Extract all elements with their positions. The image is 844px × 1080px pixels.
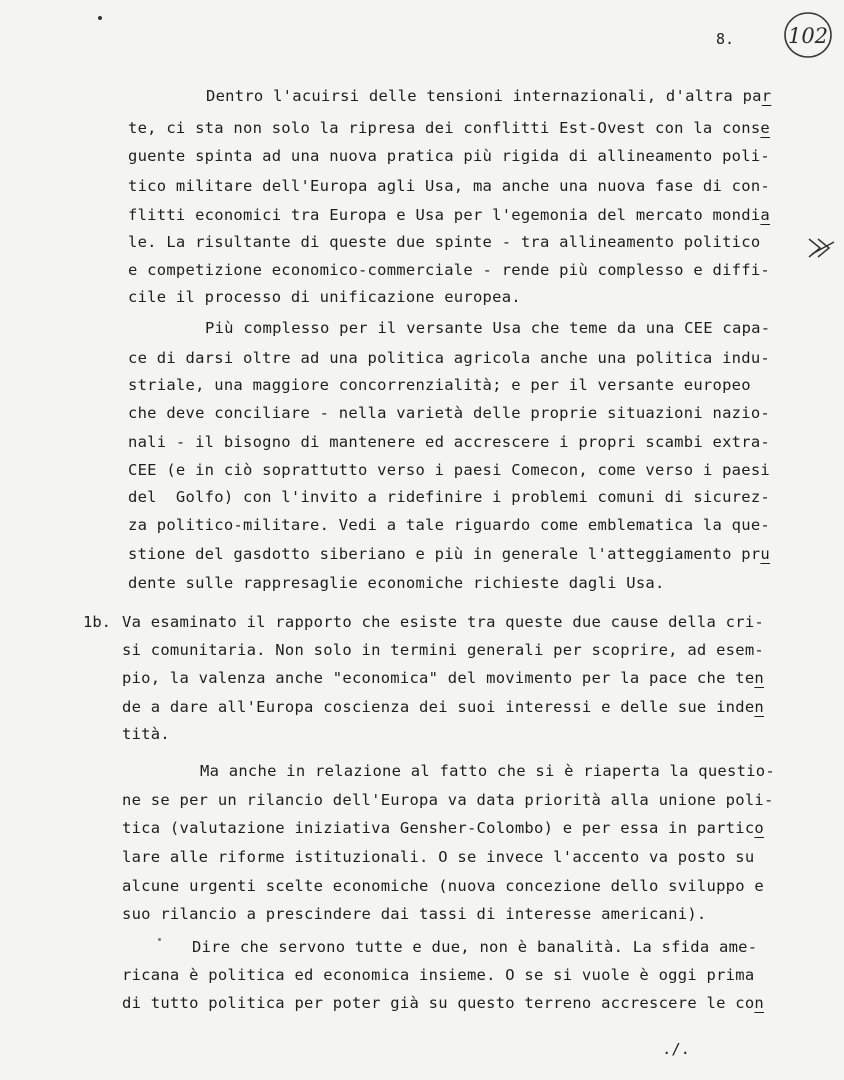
text-line bbox=[122, 697, 764, 717]
text-line-content: pio, la valenza anche "economica" del movimento per la pace che te bbox=[122, 669, 755, 687]
underlined-char: n bbox=[754, 698, 764, 716]
text-line bbox=[128, 348, 770, 368]
text-line bbox=[128, 375, 751, 395]
text-line bbox=[122, 612, 764, 632]
text-line bbox=[128, 573, 665, 593]
text-line-content: tità. bbox=[122, 725, 170, 743]
text-line-content: lare alle riforme istituzionali. O se invece l'accento va posto su bbox=[122, 848, 755, 866]
text-line bbox=[128, 515, 770, 535]
text-line bbox=[122, 847, 754, 867]
underlined-char: u bbox=[760, 545, 770, 563]
text-line-content: guente spinta ad una nuova pratica più rigida di allineamento poli- bbox=[128, 147, 770, 165]
text-line bbox=[128, 260, 770, 280]
text-line bbox=[128, 287, 521, 307]
text-line-content: ne se per un rilancio dell'Europa va data priorità alla unione poli- bbox=[122, 791, 774, 809]
text-line-content: striale, una maggiore concorrenzialità; e per il versante europeo bbox=[128, 376, 751, 394]
text-line-content: Dentro l'acuirsi delle tensioni internazionali, d'altra pa bbox=[206, 87, 762, 105]
underlined-char: a bbox=[760, 206, 770, 224]
text-line-content: le. La risultante di queste due spinte - tra allineamento politico bbox=[128, 233, 761, 251]
text-line bbox=[122, 993, 764, 1013]
text-line-content: ricana è politica ed economica insieme. O se si vuole è oggi prima bbox=[122, 966, 755, 984]
text-line-content: di tutto politica per poter già su questo terreno accrescere le co bbox=[122, 994, 755, 1012]
text-line-content: nali - il bisogno di mantenere ed accrescere i propri scambi extra- bbox=[128, 433, 770, 451]
text-line-content: de a dare all'Europa coscienza dei suoi interessi e delle sue inde bbox=[122, 698, 755, 716]
underlined-char: n bbox=[754, 669, 764, 687]
text-line bbox=[206, 86, 771, 106]
text-line-content: ce di darsi oltre ad una politica agricola anche una politica indu- bbox=[128, 349, 770, 367]
text-line bbox=[128, 205, 770, 225]
text-line bbox=[122, 818, 764, 838]
text-line bbox=[122, 904, 707, 924]
underlined-char: o bbox=[754, 819, 764, 837]
text-line-content: tica (valutazione iniziativa Gensher-Colombo) e per essa in partic bbox=[122, 819, 755, 837]
text-line-content: del Golfo) con l'invito a ridefinire i problemi comuni di sicurez- bbox=[128, 488, 770, 506]
text-line bbox=[122, 640, 764, 660]
margin-arrow-mark-icon bbox=[806, 236, 838, 262]
text-line-content: cile il processo di unificazione europea. bbox=[128, 288, 521, 306]
text-line bbox=[192, 937, 757, 957]
underlined-char: n bbox=[754, 994, 764, 1012]
text-line bbox=[128, 403, 770, 423]
text-line bbox=[122, 668, 764, 688]
text-line-content: e competizione economico-commerciale - rende più complesso e diffi- bbox=[128, 261, 770, 279]
text-line bbox=[128, 432, 770, 452]
text-line bbox=[122, 965, 754, 985]
svg-text:102: 102 bbox=[787, 24, 829, 48]
text-line-content: si comunitaria. Non solo in termini generali per scoprire, ad esem- bbox=[122, 641, 764, 659]
text-line-content: flitti economici tra Europa e Usa per l'egemonia del mercato mondi bbox=[128, 206, 761, 224]
continuation-mark: ./. bbox=[662, 1040, 690, 1058]
text-line-content: alcune urgenti scelte economiche (nuova concezione dello sviluppo e bbox=[122, 877, 764, 895]
text-line bbox=[128, 118, 770, 138]
text-line bbox=[128, 146, 770, 166]
text-line-content: stione del gasdotto siberiano e più in generale l'atteggiamento pr bbox=[128, 545, 761, 563]
text-line bbox=[128, 544, 770, 564]
text-line-content: Va esaminato il rapporto che esiste tra queste due cause della cri- bbox=[122, 613, 764, 631]
text-line-content: te, ci sta non solo la ripresa dei conflitti Est-Ovest con la cons bbox=[128, 119, 761, 137]
text-line-content: za politico-militare. Vedi a tale riguardo come emblematica la que- bbox=[128, 516, 770, 534]
ink-speck bbox=[98, 16, 102, 20]
text-line bbox=[200, 761, 775, 781]
text-line-content: che deve conciliare - nella varietà delle proprie situazioni nazio- bbox=[128, 404, 770, 422]
text-line-content: Ma anche in relazione al fatto che si è riaperta la questio- bbox=[200, 762, 775, 780]
section-label-1b: 1b. bbox=[83, 613, 111, 631]
text-line bbox=[205, 318, 770, 338]
text-line bbox=[122, 724, 170, 744]
text-line bbox=[128, 232, 760, 252]
text-line bbox=[128, 487, 770, 507]
ink-speck bbox=[158, 938, 161, 941]
text-line-content: dente sulle rappresaglie economiche richieste dagli Usa. bbox=[128, 574, 665, 592]
underlined-char: r bbox=[761, 87, 772, 105]
text-line bbox=[128, 460, 770, 480]
text-line bbox=[122, 790, 774, 810]
text-line-content: suo rilancio a prescindere dai tassi di interesse americani). bbox=[122, 905, 707, 923]
underlined-char: e bbox=[760, 119, 770, 137]
text-line bbox=[122, 876, 764, 896]
text-line-content: Più complesso per il versante Usa che teme da una CEE capa- bbox=[205, 319, 771, 337]
archive-stamp-icon bbox=[782, 10, 834, 60]
text-line bbox=[128, 176, 770, 196]
page-number: 8. bbox=[716, 30, 735, 48]
text-line-content: Dire che servono tutte e due, non è banalità. La sfida ame- bbox=[192, 938, 758, 956]
text-line-content: CEE (e in ciò soprattutto verso i paesi Comecon, come verso i paesi bbox=[128, 461, 770, 479]
text-line-content: tico militare dell'Europa agli Usa, ma anche una nuova fase di con- bbox=[128, 177, 770, 195]
